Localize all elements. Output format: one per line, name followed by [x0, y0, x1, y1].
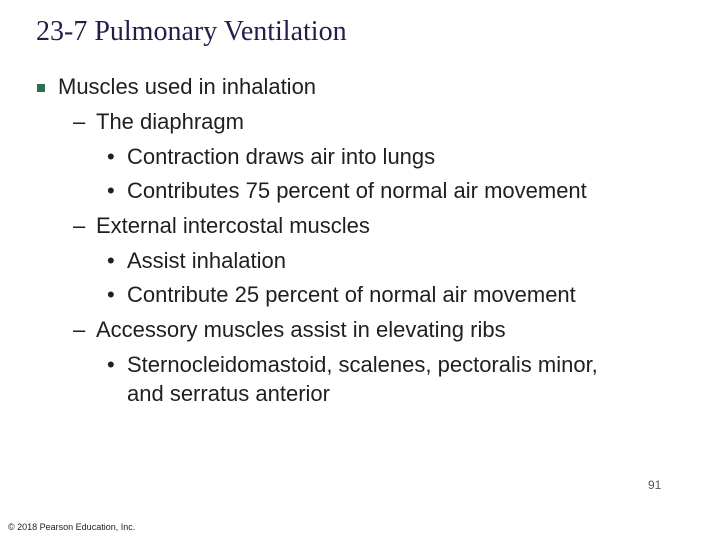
- bullet-level2: The diaphragm: [96, 109, 244, 134]
- dash-marker: –: [73, 317, 86, 342]
- bullet-level3: Contraction draws air into lungs: [127, 144, 436, 169]
- dot-marker: •: [107, 144, 115, 169]
- bullet-level2: Accessory muscles assist in elevating ribs: [96, 317, 506, 342]
- slide-title: 23-7 Pulmonary Ventilation: [36, 16, 347, 47]
- bullet-level3: Contributes 75 percent of normal air movement: [127, 178, 587, 203]
- bullet-level3: Sternocleidomastoid, scalenes, pectoralis minor,: [127, 352, 598, 377]
- bullet-level3: Contribute 25 percent of normal air movement: [127, 282, 576, 307]
- copyright-notice: © 2018 Pearson Education, Inc.: [8, 522, 136, 532]
- bullet-level3-continuation: and serratus anterior: [127, 381, 330, 406]
- bullet-level1: Muscles used in inhalation: [58, 74, 317, 99]
- dash-marker: –: [73, 109, 86, 134]
- dot-marker: •: [107, 178, 115, 203]
- dot-marker: •: [107, 282, 115, 307]
- page-number: 91: [648, 478, 662, 492]
- level1-square-bullet: [37, 84, 45, 92]
- bullet-level2: External intercostal muscles: [96, 213, 370, 238]
- dot-marker: •: [107, 352, 115, 377]
- bullet-level3: Assist inhalation: [127, 248, 286, 273]
- dot-marker: •: [107, 248, 115, 273]
- dash-marker: –: [73, 213, 86, 238]
